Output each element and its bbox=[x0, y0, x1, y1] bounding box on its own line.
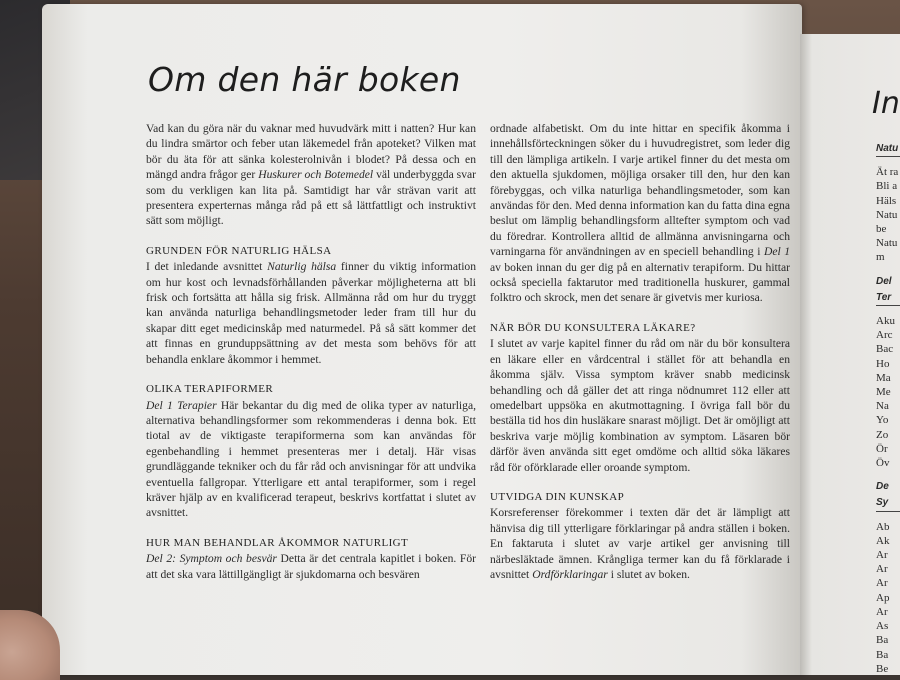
list-item: Natu bbox=[876, 237, 898, 250]
left-text-column bbox=[146, 121, 476, 582]
right-page-contents bbox=[876, 140, 900, 676]
list-item: As bbox=[876, 620, 889, 633]
list-item: Be bbox=[876, 662, 889, 675]
list-item: Ho bbox=[876, 357, 890, 370]
list-item: Me bbox=[876, 386, 891, 399]
list-item: Ör bbox=[876, 442, 888, 455]
right-text-column bbox=[490, 121, 790, 582]
list-item: m bbox=[876, 251, 885, 264]
list-item: Ar bbox=[876, 605, 888, 618]
contents-heading: Del bbox=[876, 275, 892, 287]
list-item: Bli a bbox=[876, 180, 898, 193]
list-item: Na bbox=[876, 400, 889, 413]
section-paragraph-lakare: I slutet av varje kapitel finner du råd om när du bör konsultera en läkare eller en vårdcentral i stället för att behandla en åkomma själv. Vissa symptom kräver snabb medicinsk behandling och då gäller det att ringa nödnumret 112 eller att omedelbart uppsöka en akutmottagning. I övriga fall bör du beställa tid hos din husläkare snarast möjligt. Det är omöjligt att beskriva varje möjlig kombination av symptom. Läsaren bör därför även använda sitt eget omdöme och alltid söka läkares råd för oförklarade eller oroande symptom. bbox=[490, 337, 790, 474]
list-item: Ab bbox=[876, 520, 890, 533]
contents-heading: Ter bbox=[876, 291, 900, 306]
list-item: Ät ra bbox=[876, 166, 899, 179]
intro-paragraph: Vad kan du göra när du vaknar med huvudvärk mitt i natten? Hur kan du lindra smärtor och feber utan läkemedel från apoteket? Vilken mat bör du äta för att sänka kolesterolnivån i blodet? På dessa och en mängd andra frågor ger Huskurer och Botemedel väl underbyggda svar som du verkligen kan lita på. Samtidigt har vår strävan varit att presentera experternas många råd på ett så lättfattligt och instruktivt sätt som möjligt. bbox=[146, 122, 476, 228]
list-item: Ap bbox=[876, 591, 890, 604]
list-item: Öv bbox=[876, 457, 890, 470]
list-item: Ba bbox=[876, 648, 889, 661]
continued-paragraph: ordnade alfabetiskt. Om du inte hittar en specifik åkomma i innehållsförteckningen söker du i huvudregistret, som leder dig till den lämpliga artikeln. I varje artikel finner du det mesta om den aktuella sjukdomen, möjliga orsaker till den, hur den kan förebyggas, och vilka naturliga behandlingsmetoder, som kan användas för den. Med denna information kan du fatta dina egna beslut om lämplig behandlingsform alltefter symptom och vad du föredrar. Kontrollera alltid de allmänna anvisningarna och varningarna för användningen av en speciell behandling i Del 1 av boken innan du ger dig på en alternativ terapiform. Du hittar också speciella faktarutor med traditionella huskurer, gammal folktro och skrock, men det senare är givetvis mer kuriosa. bbox=[490, 122, 790, 305]
section-heading-kunskap: UTVIDGA DIN KUNSKAP bbox=[490, 490, 625, 503]
right-page-title: In bbox=[872, 86, 900, 121]
list-item: be bbox=[876, 223, 887, 236]
list-item: Ar bbox=[876, 549, 888, 562]
list-item: Ar bbox=[876, 563, 888, 576]
list-item: Natu bbox=[876, 208, 898, 221]
section-heading-behandlar: HUR MAN BEHANDLAR ÅKOMMOR NATURLIGT bbox=[146, 536, 409, 549]
contents-heading: De bbox=[876, 481, 889, 493]
list-item: Bac bbox=[876, 343, 894, 356]
section-paragraph-terapiformer: Del 1 Terapier Här bekantar du dig med de olika typer av naturliga, alternativa behandlingsformer som rekommenderas i denna bok. Ett tiotal av de viktigaste terapiformerna som kan användas för egenbehandling i hemmet presenteras mer i detalj. Här visas grundläggande tekniker och du får råd och anvisningar för att undvika eventuella fallgropar. Ytterligare ett antal terapiformer, som i regel kräver hjälp av en kvalificerad terapeut, beskrivs kortfattat i slutet av avsnittet. bbox=[146, 398, 476, 520]
contents-heading: Sy bbox=[876, 496, 900, 511]
page-title: Om den här boken bbox=[148, 60, 461, 99]
section-heading-lakare: NÄR BÖR DU KONSULTERA LÄKARE? bbox=[490, 321, 696, 334]
list-item: Ba bbox=[876, 634, 889, 647]
list-item: Ma bbox=[876, 371, 891, 384]
section-paragraph-behandlar: Del 2: Symptom och besvär Detta är det centrala kapitlet i boken. För att det ska vara lättillgängligt är sjukdomarna och besvären bbox=[146, 552, 477, 581]
list-item: Häls bbox=[876, 194, 897, 207]
section-heading-grunden: GRUNDEN FÖR NATURLIG HÄLSA bbox=[146, 244, 332, 257]
contents-heading: Natu bbox=[876, 142, 900, 157]
list-item: Aku bbox=[876, 315, 895, 328]
section-paragraph-kunskap: Korsreferenser förekommer i texten där det är lämpligt att hänvisa dig till ytterligare förklaringar på andra ställen i boken. En faktaruta i slutet av varje artikel ger anvisning till närbesläktade ämnen. Krångliga termer kan du få förklarade i avsnittet Ordförklaringar i slutet av boken. bbox=[490, 506, 790, 581]
section-paragraph-grunden: I det inledande avsnittet Naturlig hälsa finner du viktig information om hur kost och levnadsförhållanden påverkar möjligheterna att bli frisk och fortsätta att hålla sig frisk. Allmänna råd om hur du tryggt kan använda naturliga behandlingsmetoder leder fram till hur du skapar ditt eget medicinskåp med naturmedel. På så sätt kommer det att finnas en grunduppsättning av det mesta som behövs för att behandla enklare åkommor i hemmet. bbox=[146, 260, 477, 366]
list-item: Ar bbox=[876, 577, 888, 590]
section-heading-terapiformer: OLIKA TERAPIFORMER bbox=[146, 383, 274, 396]
list-item: Yo bbox=[876, 414, 889, 427]
list-item: Zo bbox=[876, 428, 889, 441]
list-item: Ak bbox=[876, 534, 890, 547]
list-item: Arc bbox=[876, 329, 893, 342]
